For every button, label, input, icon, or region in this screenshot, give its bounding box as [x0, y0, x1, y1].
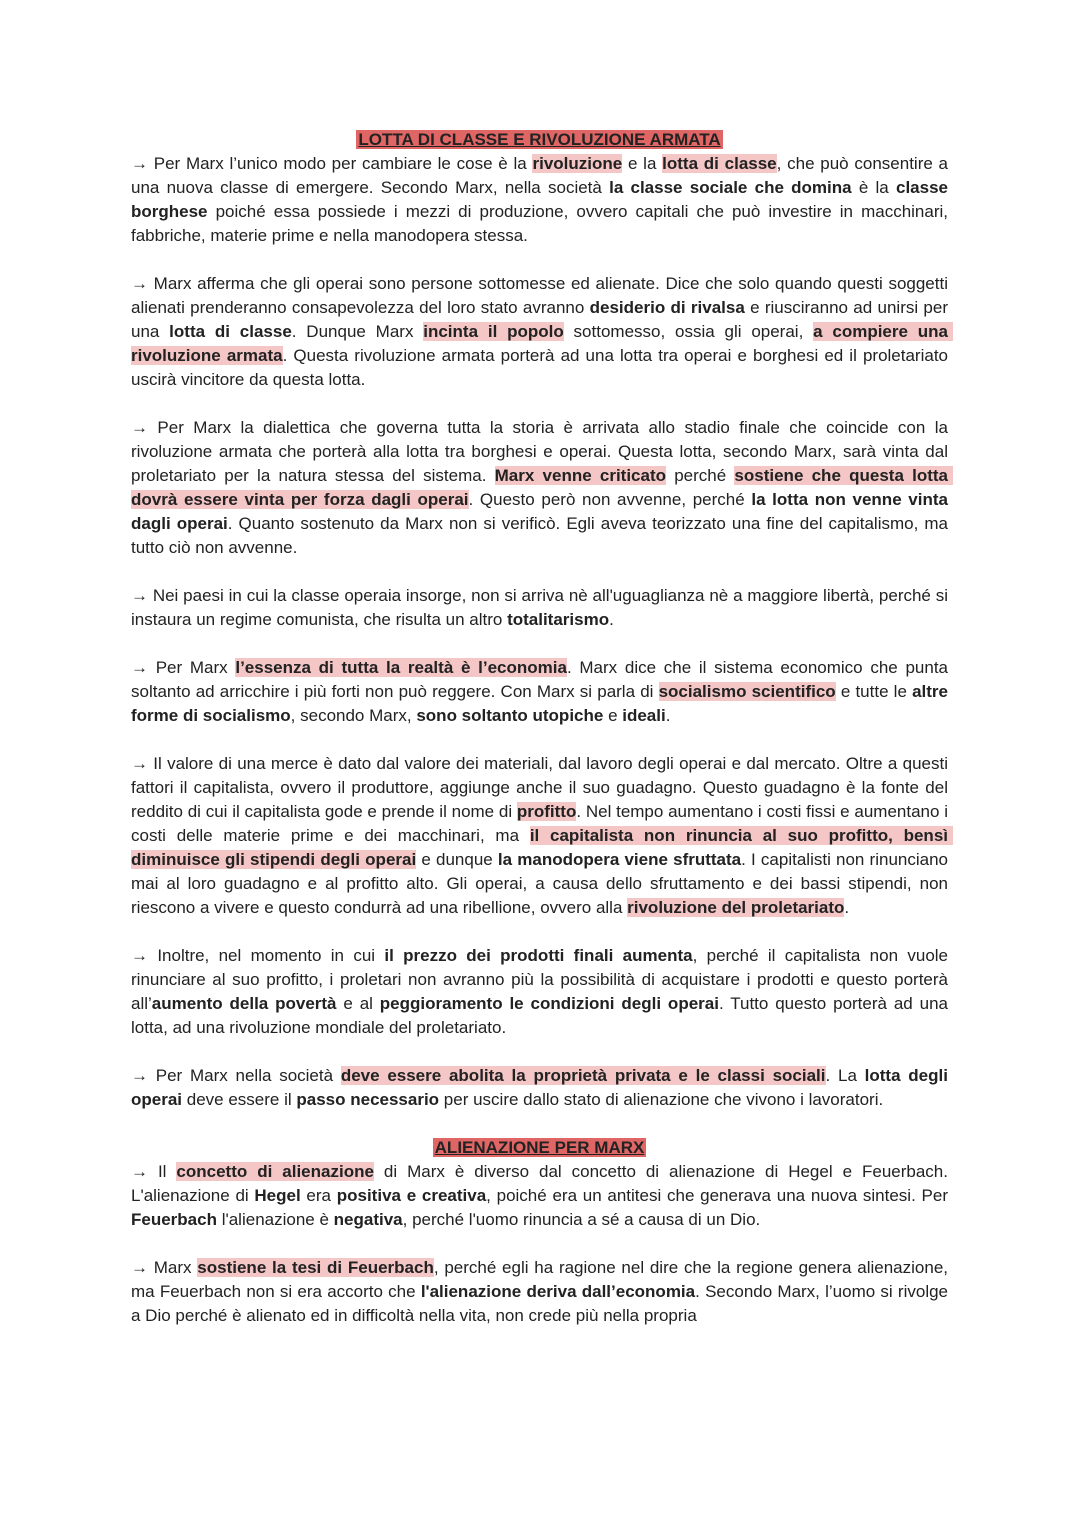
heading-text: ALIENAZIONE PER MARX: [434, 1138, 645, 1157]
bold-text: classe borghese: [131, 178, 953, 221]
text-run: . Nel tempo aumentano i costi fissi e aumentano i costi delle materie prime e dei macchinari, ma: [131, 802, 953, 845]
text-run: , che può consentire a una nuova classe di emergere. Secondo Marx, nella società: [131, 154, 953, 197]
paragraph: [131, 416, 953, 560]
paragraph: [131, 656, 953, 728]
highlighted-text: sostiene che questa lotta dovrà essere vinta per forza dagli operai: [131, 466, 953, 509]
highlighted-text: a compiere una rivoluzione armata: [131, 322, 953, 365]
bold-text: desiderio di rivalsa: [589, 298, 745, 317]
bold-text: positiva e creativa: [336, 1186, 487, 1205]
bold-text: passo necessario: [296, 1090, 440, 1109]
section-heading: [131, 128, 948, 152]
text-run: → Marx: [131, 1258, 198, 1277]
paragraph: [131, 152, 953, 248]
bold-text: totalitarismo: [507, 610, 610, 629]
highlighted-text: deve essere abolita la proprietà privata e le classi sociali: [340, 1066, 826, 1085]
text-run: → Marx afferma che gli operai sono persone sottomesse ed alienate. Dice che solo quando questi soggetti alienati prenderanno consapevolezza del loro stato avranno: [131, 274, 953, 317]
bold-text: aumento della povertà: [151, 994, 337, 1013]
paragraph: [131, 1160, 953, 1232]
paragraph: [131, 1064, 953, 1112]
highlighted-text: sostiene la tesi di Feuerbach: [197, 1258, 434, 1277]
document-page: [131, 128, 953, 1328]
paragraph: [131, 752, 953, 920]
text-run: è la: [851, 178, 896, 197]
text-run: deve essere il: [182, 1090, 297, 1109]
text-run: era: [300, 1186, 337, 1205]
text-run: . Questa rivoluzione armata porterà ad una lotta tra operai e borghesi ed il proletariato uscirà vincitore da questa lotta.: [131, 346, 953, 389]
bold-text: Feuerbach: [131, 1210, 217, 1229]
text-run: .: [844, 898, 850, 917]
bold-text: l'alienazione deriva dall’economia: [420, 1282, 696, 1301]
text-run: poiché essa possiede i mezzi di produzione, ovvero capitali che può investire in macchinari, fabbriche, materie prime e nella manodopera stessa.: [131, 202, 953, 245]
text-run: → Inoltre, nel momento in cui: [131, 946, 385, 965]
highlighted-text: lotta di classe: [662, 154, 777, 173]
bold-text: negativa: [333, 1210, 403, 1229]
highlighted-text: rivoluzione: [532, 154, 623, 173]
bold-text: la lotta non venne vinta dagli operai: [131, 490, 953, 533]
text-run: e al: [336, 994, 380, 1013]
text-run: e: [603, 706, 623, 725]
text-run: → Per Marx: [131, 658, 236, 677]
text-run: . Marx dice che il sistema economico che punta soltanto ad arricchire i più forti non può reggere. Con Marx si parla di: [131, 658, 953, 701]
section-body: [131, 152, 953, 1112]
bold-text: la manodopera viene sfruttata: [497, 850, 742, 869]
bold-text: peggioramento le condizioni degli operai: [379, 994, 719, 1013]
text-run: , perché l'uomo rinuncia a sé a causa di un Dio.: [402, 1210, 761, 1229]
text-run: → Per Marx nella società: [131, 1066, 341, 1085]
text-run: .: [665, 706, 671, 725]
text-run: per uscire dallo stato di alienazione che vivono i lavoratori.: [439, 1090, 884, 1109]
text-run: perché: [666, 466, 735, 485]
text-run: e la: [622, 154, 663, 173]
paragraph: [131, 584, 953, 632]
text-run: , secondo Marx,: [290, 706, 417, 725]
heading-text: LOTTA DI CLASSE E RIVOLUZIONE ARMATA: [358, 130, 721, 149]
text-run: , perché il capitalista non vuole rinunciare al suo profitto, i proletari non avranno più la possibilità di acquistare i prodotti e questo porterà all’: [131, 946, 953, 1013]
text-run: → Per Marx l’unico modo per cambiare le cose è la: [131, 154, 533, 173]
text-run: . Secondo Marx, l’uomo si rivolge a Dio perché è alienato ed in difficoltà nella vita, non crede più nella propria: [131, 1282, 953, 1325]
highlighted-text: profitto: [516, 802, 577, 821]
highlighted-text: concetto di alienazione: [176, 1162, 374, 1181]
text-run: . Quanto sostenuto da Marx non si verificò. Egli aveva teorizzato una fine del capitalismo, ma tutto ciò non avvenne.: [131, 514, 953, 557]
text-run: sottomesso, ossia gli operai,: [563, 322, 814, 341]
text-run: di Marx è diverso dal concetto di alienazione di Hegel e Feuerbach. L'alienazione di: [131, 1162, 953, 1205]
bold-text: ideali: [622, 706, 666, 725]
text-run: e tutte le: [835, 682, 913, 701]
bold-text: il prezzo dei prodotti finali aumenta: [384, 946, 693, 965]
highlighted-text: rivoluzione del proletariato: [627, 898, 845, 917]
bold-text: sono soltanto utopiche: [416, 706, 604, 725]
text-run: , perché egli ha ragione nel dire che la regione genera alienazione, ma Feuerbach non si era accorto che: [131, 1258, 953, 1301]
text-run: → Nei paesi in cui la classe operaia insorge, non si arriva nè all'uguaglianza nè a maggiore libertà, perché si instaura un regime comunista, che risulta un altro: [131, 586, 953, 629]
text-run: → Il valore di una merce è dato dal valore dei materiali, dal lavoro degli operai e dal mercato. Oltre a questi fattori il capitalista, ovvero il produttore, aggiunge anche il suo guadagno. Questo guadagno è la fonte del reddito di cui il capitalista gode e prende il nome di: [131, 754, 953, 821]
highlighted-text: socialismo scientifico: [658, 682, 836, 701]
bold-text: la classe sociale che domina: [609, 178, 852, 197]
section-body: [131, 1160, 953, 1328]
paragraph: [131, 272, 953, 392]
bold-text: Hegel: [254, 1186, 301, 1205]
text-run: . Dunque Marx: [291, 322, 424, 341]
text-run: l'alienazione è: [216, 1210, 334, 1229]
text-run: → Il: [131, 1162, 177, 1181]
text-run: . Tutto questo porterà ad una lotta, ad una rivoluzione mondiale del proletariato.: [131, 994, 953, 1037]
highlighted-text: l’essenza di tutta la realtà è l’economia: [235, 658, 567, 677]
paragraph: [131, 944, 953, 1040]
paragraph: [131, 1256, 953, 1328]
text-run: , poiché era un antitesi che generava una nuova sintesi. Per: [486, 1186, 953, 1205]
highlighted-text: Marx venne criticato: [494, 466, 667, 485]
bold-text: lotta degli operai: [131, 1066, 953, 1109]
text-run: → Per Marx la dialettica che governa tutta la storia è arrivata allo stadio finale che coincide con la rivoluzione armata che porterà alla lotta tra borghesi e operai. Questa lotta, secondo Marx, sarà vinta dal proletariato per la natura stessa del sistema.: [131, 418, 953, 485]
bold-text: lotta di classe: [169, 322, 292, 341]
text-run: . Questo però non avvenne, perché: [468, 490, 752, 509]
bold-text: altre forme di socialismo: [131, 682, 953, 725]
text-run: e riusciranno ad unirsi per una: [131, 298, 953, 341]
text-run: e dunque: [416, 850, 498, 869]
text-run: .: [609, 610, 614, 629]
highlighted-text: il capitalista non rinuncia al suo profitto, bensì diminuisce gli stipendi degli operai: [131, 826, 953, 869]
text-run: . La: [825, 1066, 865, 1085]
text-run: . I capitalisti non rinunciano mai al loro guadagno e al profitto alto. Gli operai, a causa dello sfruttamento e dei bassi stipendi, non riescono a vivere e questo condurrà ad una ribellione, ovvero alla: [131, 850, 953, 917]
section-heading: [131, 1136, 948, 1160]
highlighted-text: incinta il popolo: [423, 322, 564, 341]
